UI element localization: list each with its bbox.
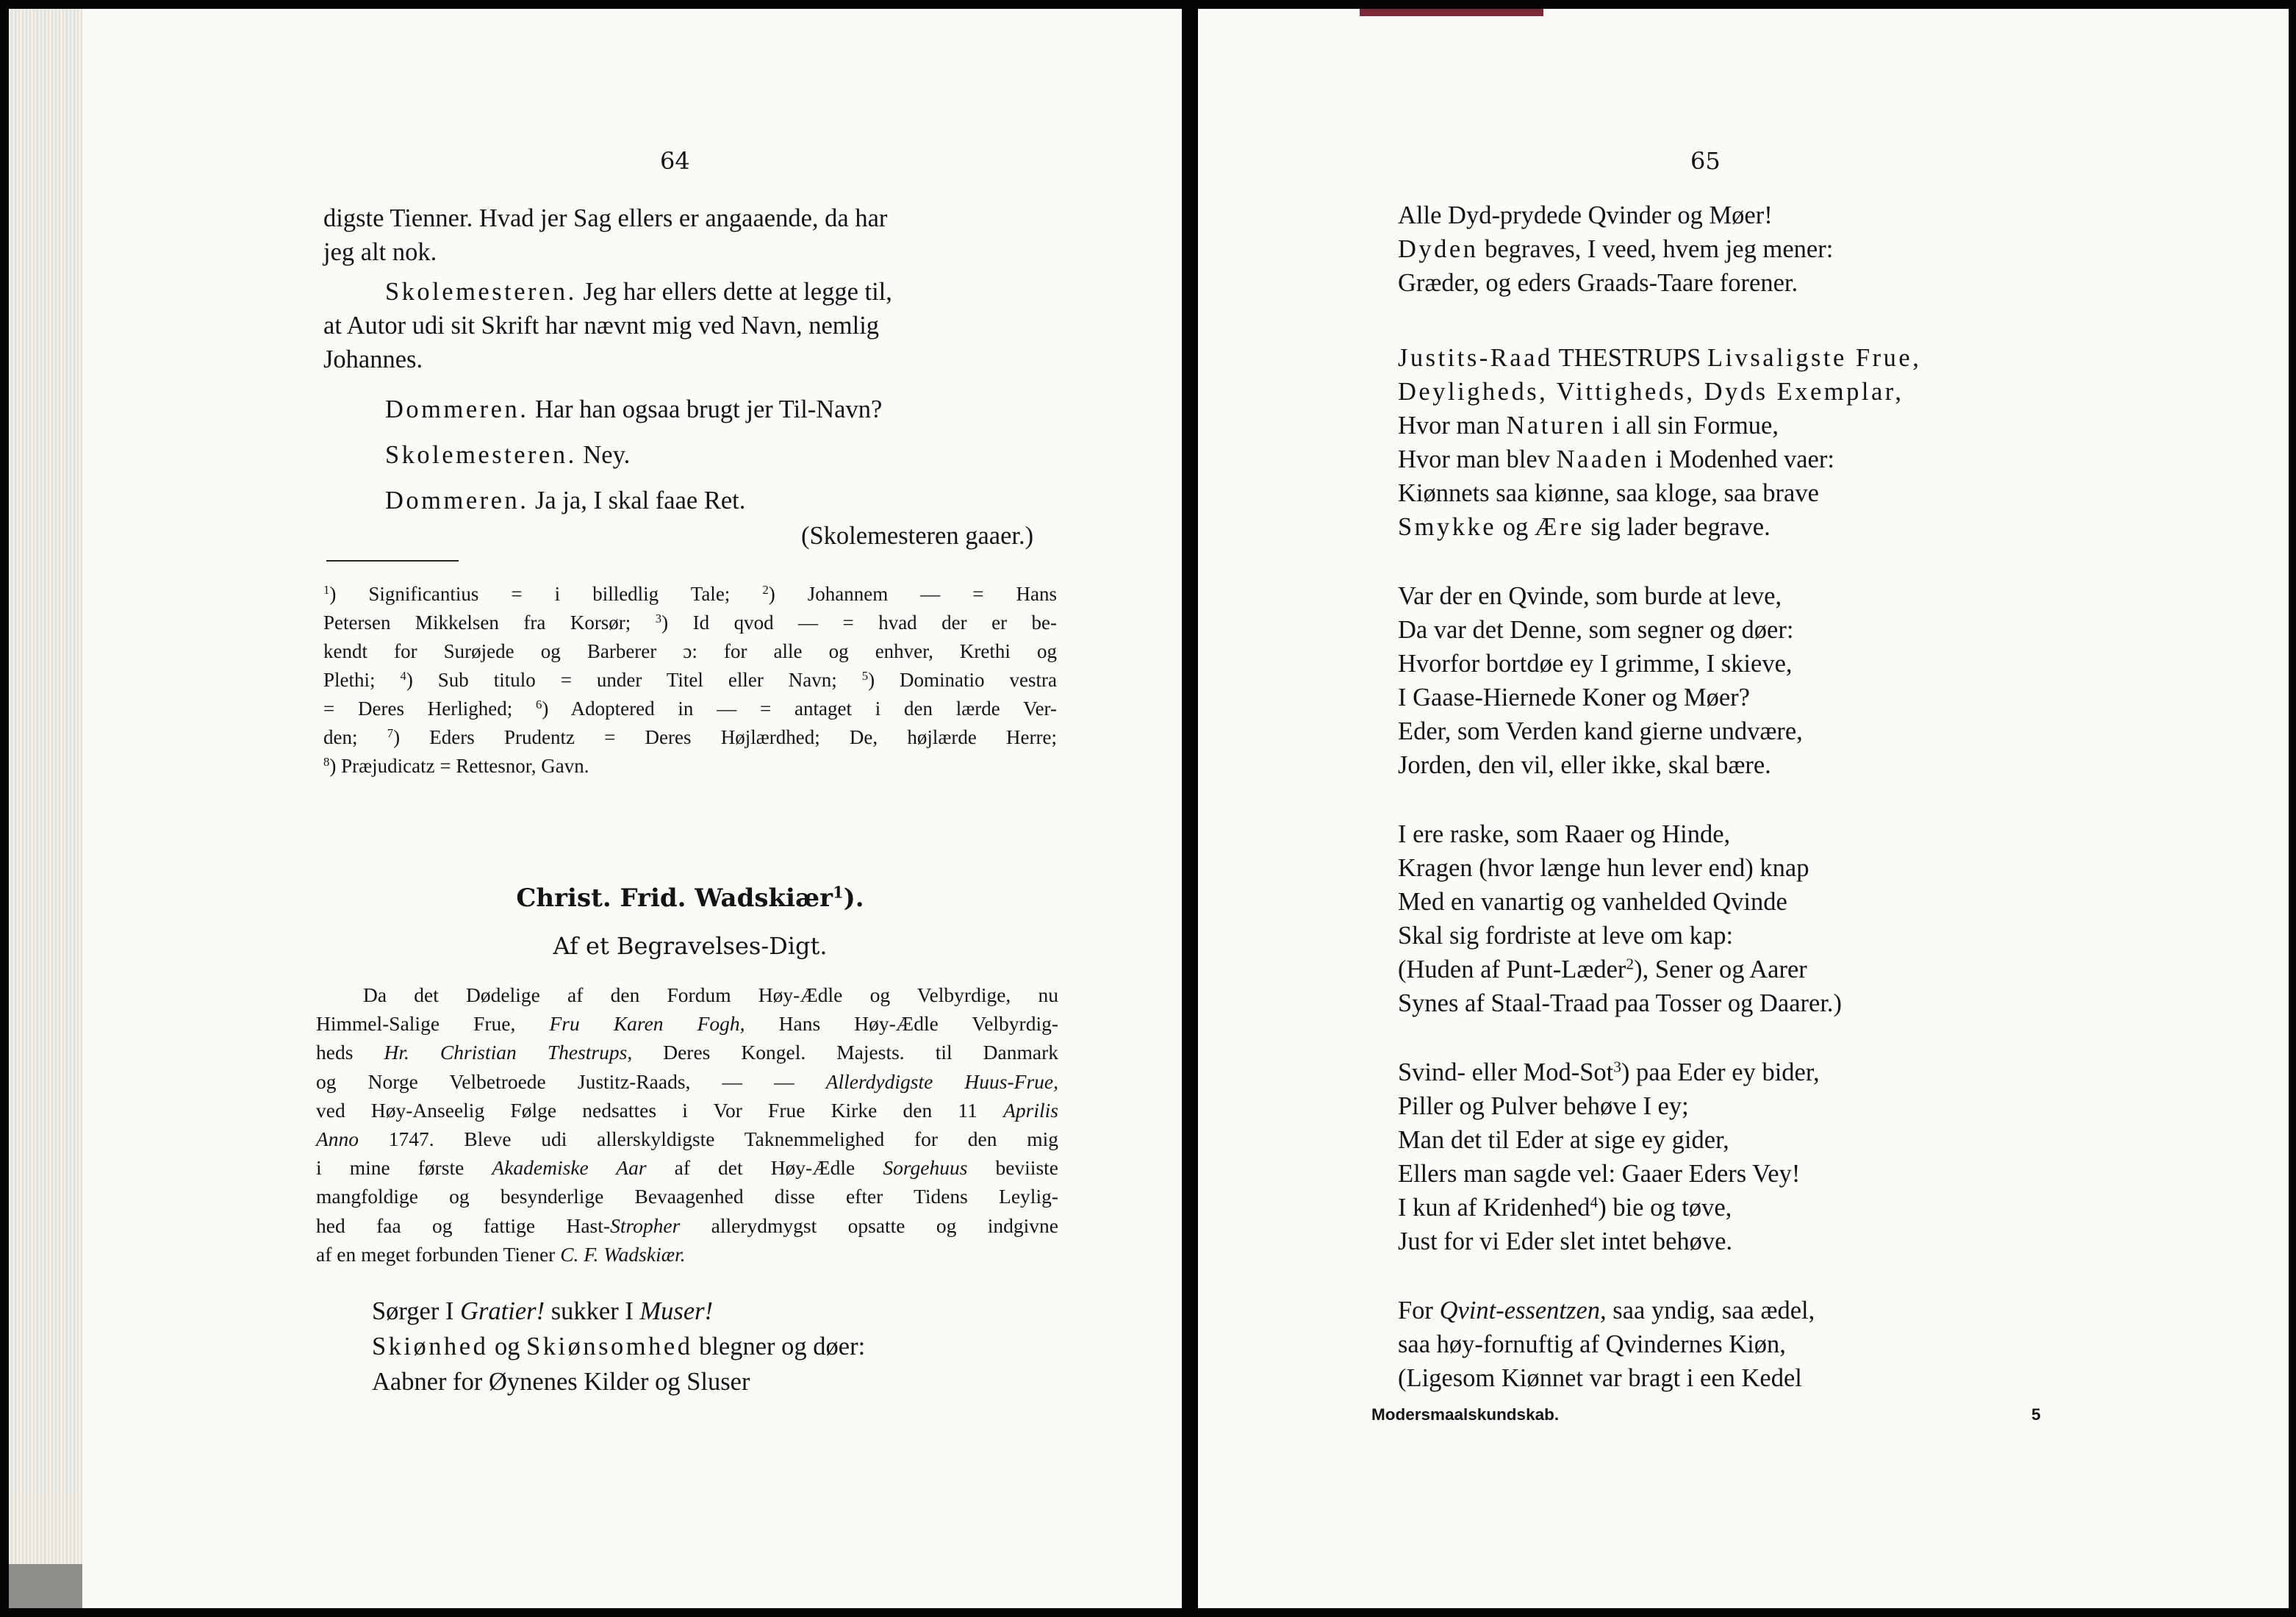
dialogue-schoolmaster-2 [385, 438, 630, 472]
poem-line: Kiønnets saa kiønne, saa kloge, saa brave [1398, 479, 1819, 507]
section-subtitle: Af et Begravelses-Digt. [553, 932, 828, 960]
poem-line: Kragen (hvor længe hun lever end) knap [1398, 854, 1809, 882]
poem-line: Dyden begraves, I veed, hvem jeg mener: [1398, 235, 1834, 263]
poem-line: Justits-Raad THESTRUPS Livsaligste Frue, [1398, 344, 1922, 372]
bookmark-ribbon [1360, 9, 1543, 16]
poem-line: saa høy-fornuftig af Qvindernes Kiøn, [1398, 1330, 1786, 1358]
poem-line: Da var det Denne, som segner og døer: [1398, 616, 1794, 644]
left-page [9, 9, 1182, 1608]
dedication-line: i mine første Akademiske Aar af det Høy-Ædle Sorgehuus beviiste [316, 1156, 1058, 1180]
dedication-line: og Norge Velbetroede Justitz-Raads, — — Allerdydigste Huus-Frue, [316, 1069, 1058, 1093]
poem-line: Var der en Qvinde, som burde at leve, [1398, 582, 1782, 610]
poem-opening [372, 1294, 865, 1399]
footnote-line: $^8$) Præjudicatz = Rettesnor, Gavn. [323, 754, 589, 777]
dedication-line: af en meget forbunden Tiener C. F. Wadskiær. [316, 1242, 686, 1266]
poem-line: For Qvint-essentzen, saa yndig, saa ædel, [1398, 1297, 1815, 1324]
poem-line: Man det til Eder at sige ey gider, [1398, 1126, 1729, 1154]
poem-line: Ellers man sagde vel: Gaaer Eders Vey! [1398, 1160, 1801, 1188]
poem-line: Hvor man Naturen i all sin Formue, [1398, 412, 1779, 440]
poem-line: Hvorfor bortdøe ey I grimme, I skieve, [1398, 650, 1793, 678]
poem-line: Svind- eller Mod-Sot$^3$) paa Eder ey bider, [1398, 1058, 1820, 1086]
signature-title: Modersmaalskundskab. [1371, 1405, 1560, 1424]
dedication-line: Da det Dødelige af den Fordum Høy-Ædle og Velbyrdige, nu [363, 983, 1058, 1006]
speaker-name: Dommeren. [385, 395, 529, 423]
poem-line: I ere raske, som Raaer og Hinde, [1398, 820, 1731, 848]
poem-line: Med en vanartig og vanhelded Qvinde [1398, 888, 1787, 916]
dedication-line: Anno 1747. Bleve udi allerskyldigste Taknemmelighed for den mig [316, 1127, 1058, 1151]
poem-line: (Ligesom Kiønnet var bragt i een Kedel [1398, 1364, 1802, 1392]
poem-line: Aabner for Øynenes Kilder og Sluser [372, 1368, 750, 1396]
poem-stanza [1398, 579, 1803, 782]
poem-line: Smykke og Ære sig lader begrave. [1398, 513, 1771, 541]
page-number: 64 [660, 147, 690, 175]
poem-line: Deyligheds, Vittigheds, Dyds Exemplar, [1398, 378, 1904, 406]
footnote-line: Plethi; $^4$) Sub titulo = under Titel eller Navn; $^5$) Dominatio vestra [323, 668, 1057, 691]
dedication-line: ved Høy-Anseelig Følge nedsattes i Vor Frue Kirke den 11 Aprilis [316, 1098, 1058, 1122]
poem-line: Eder, som Verden kand gierne undvære, [1398, 717, 1803, 745]
poem-line: Just for vi Eder slet intet behøve. [1398, 1227, 1733, 1255]
footnote-line: den; $^7$) Eders Prudentz = Deres Højlærdhed; De, højlærde Herre; [323, 725, 1057, 748]
poem-line: Skiønhed og Skiønsomhed blegner og døer: [372, 1333, 866, 1360]
poem-line: I kun af Kridenhed$^4$) bie og tøve, [1398, 1193, 1732, 1222]
book-page-edges [9, 9, 82, 1608]
speech-text: Jeg har ellers dette at legge til, [576, 278, 892, 306]
poem-stanza [1398, 198, 1833, 300]
right-page [1198, 9, 2289, 1608]
poem-line: Alle Dyd-prydede Qvinder og Møer! [1398, 201, 1773, 229]
poem-stanza [1398, 341, 1921, 544]
text-line: jeg alt nok. [323, 238, 437, 266]
section-title: Christ. Frid. Wadskiær$^1$). [516, 883, 864, 913]
dialogue-schoolmaster-1 [323, 275, 1058, 376]
speech-text: Ja ja, I skal faae Ret. [528, 487, 746, 514]
page-number: 65 [1690, 147, 1721, 175]
footnote-line: = Deres Herlighed; $^6$) Adoptered in — = antaget i den lærde Ver- [323, 697, 1058, 720]
poem-stanza [1398, 817, 1842, 1020]
poem-line: Piller og Pulver behøve I ey; [1398, 1092, 1689, 1120]
footnotes [323, 580, 1057, 781]
poem-line: Sørger I Gratier! sukker I Muser! [372, 1297, 714, 1325]
dedication-line: hed faa og fattige Hast-Stropher allerydmygst opsatte og indgivne [316, 1213, 1058, 1237]
speaker-name: Skolemesteren. [385, 278, 577, 306]
footnote-line: Petersen Mikkelsen fra Korsør; $^3$) Id qvod — = hvad der er be- [323, 611, 1057, 634]
poem-stanza [1398, 1294, 1815, 1395]
footnote-line: $^1$) Significantius = i billedlig Tale; $^2$) Johannem — = Hans [323, 582, 1057, 605]
speaker-name: Dommeren. [385, 487, 529, 514]
footnote-divider [326, 560, 459, 562]
poem-line: Skal sig fordriste at leve om kap: [1398, 922, 1734, 950]
text-line: digste Tienner. Hvad jer Sag ellers er angaaende, da har [323, 204, 888, 232]
dedication-line: heds Hr. Christian Thestrups, Deres Kongel. Majests. til Danmark [316, 1041, 1058, 1064]
footnote-line: kendt for Surøjede og Barberer ɔ: for alle og enhver, Krethi og [323, 640, 1057, 662]
poem-line: I Gaase-Hiernede Koner og Møer? [1398, 684, 1750, 711]
speech-text: Har han ogsaa brugt jer Til-Navn? [528, 395, 883, 423]
dedication-line: Himmel-Salige Frue, Fru Karen Fogh, Hans Høy-Ædle Velbyrdig- [316, 1012, 1059, 1036]
poem-stanza [1398, 1055, 1820, 1258]
poem-line: Græder, og eders Graads-Taare forener. [1398, 269, 1798, 297]
dialogue-judge-2 [385, 484, 745, 517]
signature-number: 5 [2031, 1405, 2041, 1424]
dedication-line: mangfoldige og besynderlige Bevaagenhed disse efter Tidens Leylig- [316, 1185, 1058, 1208]
opening-paragraph [323, 201, 1058, 269]
poem-line: Jorden, den vil, eller ikke, skal bære. [1398, 751, 1771, 779]
poem-line: Synes af Staal-Traad paa Tosser og Daarer.) [1398, 989, 1843, 1017]
dialogue-judge-1 [385, 392, 882, 426]
speaker-name: Skolemesteren. [385, 441, 577, 469]
poem-line: (Huden af Punt-Læder$^2$), Sener og Aarer [1398, 955, 1807, 983]
dedication-paragraph [316, 980, 1058, 1269]
stage-direction: (Skolemesteren gaaer.) [801, 522, 1034, 550]
speech-text: Johannes. [323, 345, 423, 373]
speech-text: at Autor udi sit Skrift har nævnt mig ved Navn, nemlig [323, 312, 880, 340]
speech-text: Ney. [576, 441, 631, 469]
poem-line: Hvor man blev Naaden i Modenhed vaer: [1398, 445, 1834, 473]
